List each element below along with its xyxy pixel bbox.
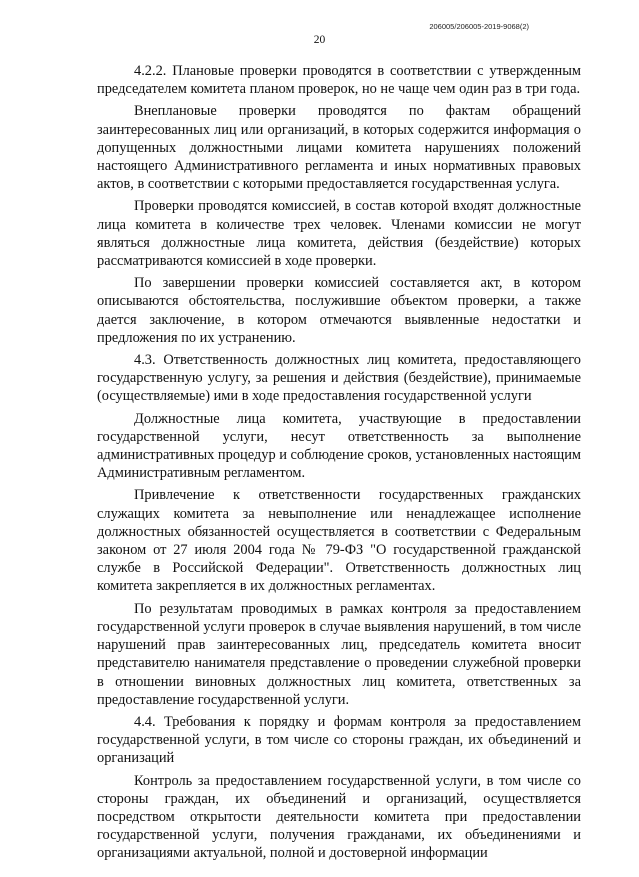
- page-number: 20: [313, 34, 326, 46]
- section-heading-4-4: 4.4. Требования к порядку и формам контроля за предоставлением государственной услуги, в том числе со стороны граждан, их объединений и организаций: [97, 713, 581, 767]
- section-heading-4-3: 4.3. Ответственность должностных лиц комитета, предоставляющего государственную услугу, за решения и действия (бездействие), принимаемые (осуществляемые) ими в ходе предоставления государственной услуги: [97, 352, 581, 405]
- paragraph-inspection-act: По завершении проверки комиссией составляется акт, в котором описываются обстоятельства, послужившие объектом проверки, а также дается заключение, в котором отмечаются выявленные недостатки и предложения по их устранению.: [97, 275, 581, 346]
- paragraph-unscheduled-inspections: Внеплановые проверки проводятся по фактам обращений заинтересованных лиц или организаций, в которых содержится информация о допущенных должностными лицами комитета нарушениях положений настоящего Административного регламента и иных нормативных правовых актов, в соответствии с которыми предоставляется государственная услуга.: [97, 103, 581, 193]
- paragraph-inspection-commission: Проверки проводятся комиссией, в состав которой входят должностные лица комитета в количестве трех человек. Членами комиссии не могут являться должностные лица комитета, действия (бездействие) которых рассматриваются комиссией в ходе проверки.: [97, 198, 581, 270]
- document-id: 206005/206005-2019-9068(2): [429, 22, 529, 31]
- document-body: [97, 62, 581, 863]
- paragraph-inspection-results: По результатам проводимых в рамках контроля за предоставлением государственной услуги проверок в случае выявления нарушений, в том числе нарушений прав заинтересованных лиц, председатель комитета вносит представителю нанимателя представление о проведении служебной проверки в отношении виновных должностных лиц комитета, ответственных за предоставление государственной услуги.: [97, 600, 581, 708]
- paragraph-4-2-2: 4.2.2. Плановые проверки проводятся в соответствии с утвержденным председателем комитета планом проверок, но не чаще чем один раз в три года.: [97, 63, 581, 98]
- paragraph-public-control: Контроль за предоставлением государственной услуги, в том числе со стороны граждан, их объединений и организаций, осуществляется посредством открытости деятельности комитета при предоставлении государственной услуги, получения гражданами, их объединениями и организациями актуальной, полной и достоверной информации: [97, 772, 581, 862]
- paragraph-official-responsibility: Должностные лица комитета, участвующие в предоставлении государственной услуги, несут ответственность за выполнение административных процедур и соблюдение сроков, установленных настоящим Административным регламентом.: [97, 410, 581, 482]
- paragraph-disciplinary-liability: Привлечение к ответственности государственных гражданских служащих комитета за невыполнение или ненадлежащее исполнение должностных обязанностей осуществляется в соответствии с Федеральным законом от 27 июля 2004 года № 79-ФЗ "О государственной гражданской службе в Российской Федерации". Ответственность должностных лиц комитета закрепляется в их должностных регламентах.: [97, 487, 581, 595]
